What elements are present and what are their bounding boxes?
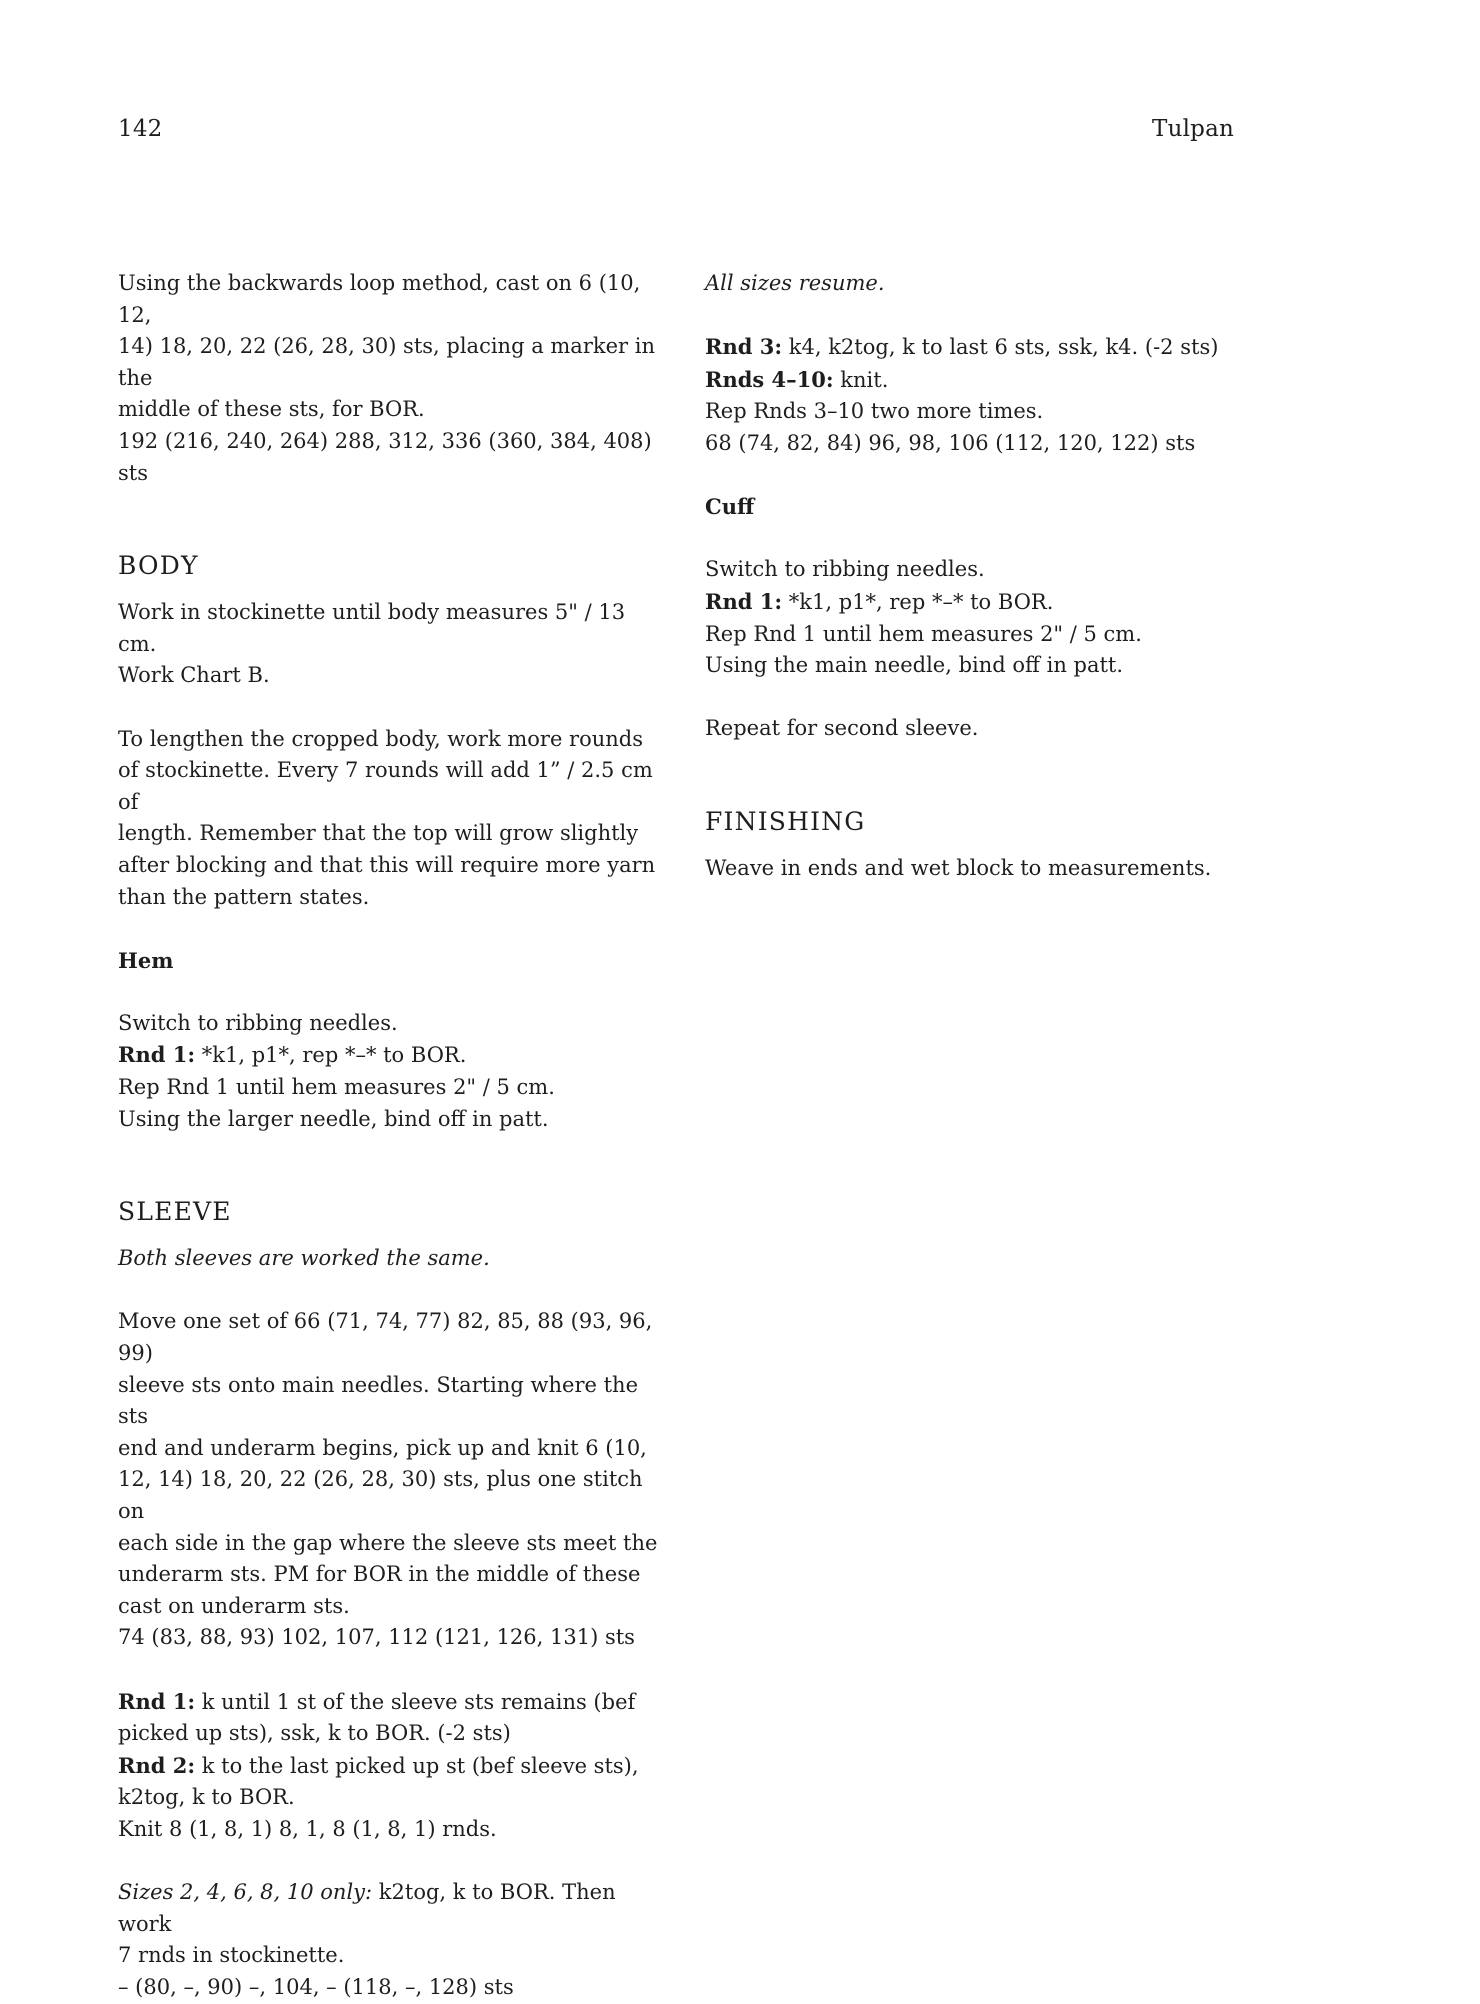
text-line: after blocking and that this will require more yarn bbox=[118, 852, 656, 877]
text-line: cast on underarm sts. bbox=[118, 1593, 350, 1618]
running-head: Tulpan bbox=[1152, 116, 1234, 142]
round-label: Rnd 1: bbox=[118, 1042, 196, 1068]
round-label: Rnd 3: bbox=[705, 334, 783, 360]
sleeve-heading: SLEEVE bbox=[118, 1197, 232, 1227]
text-line: 68 (74, 82, 84) 96, 98, 106 (112, 120, 122) sts bbox=[705, 430, 1196, 455]
text-line bbox=[118, 1039, 658, 1072]
text-line: Switch to ribbing needles. bbox=[705, 557, 985, 582]
text-line: 74 (83, 88, 93) 102, 107, 112 (121, 126, 131) sts bbox=[118, 1625, 635, 1650]
text-line bbox=[705, 586, 1265, 619]
round-label: Rnd 1: bbox=[118, 1688, 196, 1714]
text-line: Rep Rnd 1 until hem measures 2" / 5 cm. bbox=[118, 1075, 555, 1100]
round-label: Rnd 1: bbox=[705, 588, 783, 614]
text-line: Repeat for second sleeve. bbox=[705, 716, 979, 741]
text-line: each side in the gap where the sleeve sts meet the bbox=[118, 1530, 658, 1555]
text-line: Using the larger needle, bind off in patt. bbox=[118, 1106, 549, 1131]
text-line: Work in stockinette until body measures 5" / 13 cm. bbox=[118, 600, 626, 656]
round-instruction: *k1, p1*, rep *–* to BOR. bbox=[195, 1043, 467, 1068]
page-number: 142 bbox=[118, 116, 163, 142]
text-line: Weave in ends and wet block to measurements. bbox=[705, 855, 1212, 880]
text-line bbox=[118, 1686, 658, 1719]
right-column bbox=[705, 268, 1265, 885]
text-line bbox=[705, 364, 1265, 397]
text-line: Using the backwards loop method, cast on 6 (10, 12, bbox=[118, 271, 641, 327]
text-line: Rep Rnds 3–10 two more times. bbox=[705, 399, 1044, 424]
round-label: Rnds 4–10: bbox=[705, 366, 834, 392]
text-line: Knit 8 (1, 8, 1) 8, 1, 8 (1, 8, 1) rnds. bbox=[118, 1816, 497, 1841]
round-instruction: k to the last picked up st (bef sleeve sts), bbox=[195, 1753, 639, 1778]
left-column bbox=[118, 268, 658, 2004]
text-line bbox=[118, 1877, 658, 1940]
text-line: 14) 18, 20, 22 (26, 28, 30) sts, placing a marker in the bbox=[118, 334, 655, 390]
text-line: sleeve sts onto main needles. Starting where the sts bbox=[118, 1372, 638, 1429]
round-instruction: knit. bbox=[833, 367, 889, 392]
round-instruction: k4, k2tog, k to last 6 sts, ssk, k4. (-2 sts) bbox=[782, 335, 1219, 360]
sleeve-note: Both sleeves are worked the same. bbox=[118, 1246, 490, 1271]
text-line: 7 rnds in stockinette. bbox=[118, 1943, 345, 1968]
text-line: of stockinette. Every 7 rounds will add 1” / 2.5 cm of bbox=[118, 758, 653, 814]
text-line: Switch to ribbing needles. bbox=[118, 1010, 398, 1035]
text-line bbox=[118, 1750, 658, 1783]
intro-paragraph bbox=[118, 268, 658, 489]
round-instruction: *k1, p1*, rep *–* to BOR. bbox=[782, 589, 1054, 614]
text-line: Rep Rnd 1 until hem measures 2" / 5 cm. bbox=[705, 621, 1142, 646]
text-line: length. Remember that the top will grow slightly bbox=[118, 821, 639, 846]
text-line: – (80, –, 90) –, 104, – (118, –, 128) sts bbox=[118, 1974, 514, 1999]
text-line: than the pattern states. bbox=[118, 884, 370, 909]
round-instruction: k until 1 st of the sleeve sts remains (bef bbox=[195, 1689, 636, 1714]
text-line: underarm sts. PM for BOR in the middle of these bbox=[118, 1562, 641, 1587]
text-line: end and underarm begins, pick up and knit 6 (10, bbox=[118, 1435, 647, 1460]
text-line: 12, 14) 18, 20, 22 (26, 28, 30) sts, plus one stitch on bbox=[118, 1467, 643, 1523]
resume-note: All sizes resume. bbox=[705, 271, 885, 295]
text-line: Work Chart B. bbox=[118, 663, 270, 688]
sizes-instruction: k2tog, k to BOR. Then work bbox=[118, 1880, 616, 1936]
cuff-heading: Cuff bbox=[705, 494, 755, 520]
round-label: Rnd 2: bbox=[118, 1752, 196, 1778]
sizes-label: Sizes 2, 4, 6, 8, 10 only: bbox=[118, 1880, 373, 1905]
text-line bbox=[705, 331, 1265, 364]
text-line: To lengthen the cropped body, work more rounds bbox=[118, 726, 643, 751]
body-heading: BODY bbox=[118, 551, 199, 581]
text-line: k2tog, k to BOR. bbox=[118, 1785, 295, 1810]
text-line: picked up sts), ssk, k to BOR. (-2 sts) bbox=[118, 1721, 511, 1746]
finishing-heading: FINISHING bbox=[705, 806, 866, 836]
text-line: middle of these sts, for BOR. bbox=[118, 397, 425, 422]
hem-heading: Hem bbox=[118, 947, 174, 973]
text-line: 192 (216, 240, 264) 288, 312, 336 (360, 384, 408) sts bbox=[118, 428, 652, 485]
text-line: Using the main needle, bind off in patt. bbox=[705, 653, 1124, 678]
text-line: Move one set of 66 (71, 74, 77) 82, 85, 88 (93, 96, 99) bbox=[118, 1309, 653, 1366]
